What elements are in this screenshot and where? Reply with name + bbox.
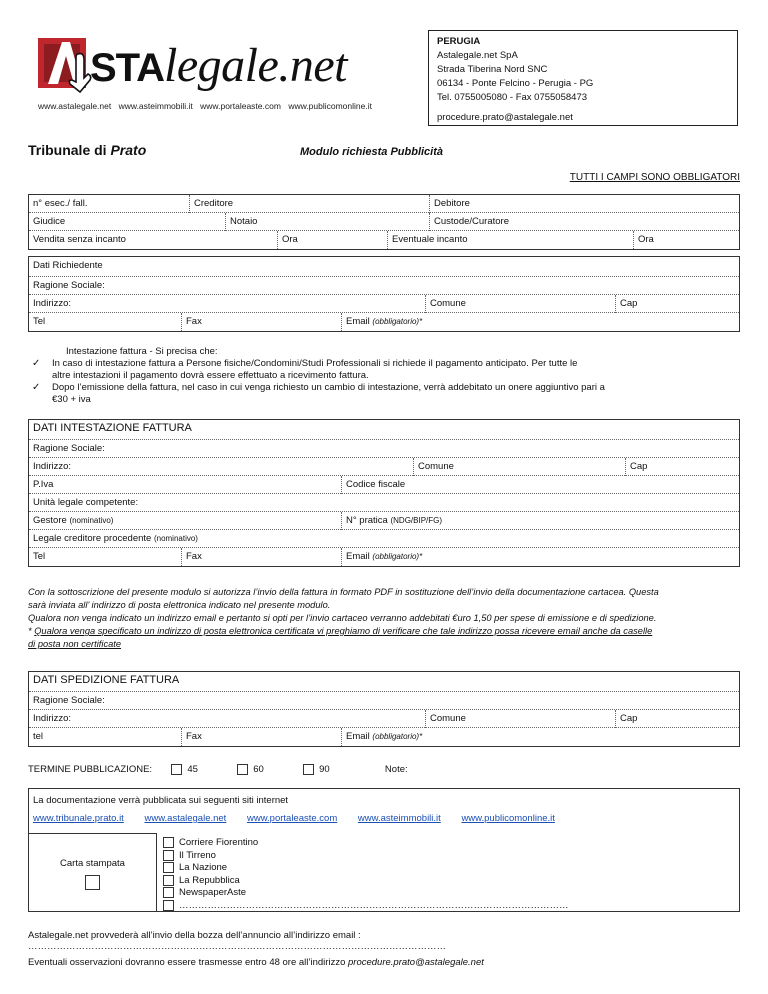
tel-field[interactable]: Tel	[33, 551, 46, 562]
ragione-sociale-field[interactable]: Ragione Sociale:	[33, 280, 105, 291]
newspaper-option[interactable]: NewspaperAste	[163, 887, 569, 900]
site-link[interactable]: www.astalegale.net	[38, 101, 112, 111]
info-email[interactable]: procedure.prato@astalegale.net	[437, 112, 573, 123]
fax-field[interactable]: Fax	[181, 548, 202, 566]
company-info-box	[428, 30, 738, 126]
eventuale-incanto-field[interactable]: Eventuale incanto	[387, 231, 468, 249]
siti-box	[28, 788, 740, 912]
notes-intro: Intestazione fattura - Si precisa che:	[66, 346, 218, 357]
site-link[interactable]: www.publicomonline.it	[461, 813, 555, 824]
newspaper-checkbox[interactable]	[163, 887, 174, 898]
logo-wordmark: STAlegale.net	[90, 39, 347, 92]
pdf-invoice-note: Con la sottoscrizione del presente modulo si autorizza l’invio della fattura in formato PDF in sostituzione dell’invio della documentazione cartacea. Questa sarà inviata all’ indirizzo di posta elettronica indicato nel presente modulo. Qualora non venga indicato un indirizzo email e pertanto si opti per l’invio cartaceo verranno addebitati €uro 1,50 per spese di emissione e di spedizione. * Qualora venga specificato un indirizzo di posta elettronica certificata vi preghiamo di verificare che tale indirizzo possa ricevere email anche da caselle di posta non certificate	[28, 587, 659, 649]
site-link[interactable]: www.tribunale.prato.it	[33, 813, 124, 824]
ragione-sociale-field[interactable]: Ragione Sociale:	[33, 443, 105, 454]
intestazione-notes	[28, 346, 740, 406]
newspaper-checkbox[interactable]	[163, 850, 174, 861]
site-link[interactable]: www.publicomonline.it	[288, 101, 372, 111]
fax-field[interactable]: Fax	[181, 313, 202, 331]
header-sites	[38, 101, 377, 111]
ora-field[interactable]: Ora	[277, 231, 298, 249]
newspaper-option[interactable]: Il Tirreno	[163, 850, 569, 863]
comune-field[interactable]: Comune	[425, 295, 466, 313]
indirizzo-field[interactable]: Indirizzo:	[33, 713, 72, 724]
section-title: DATI INTESTAZIONE FATTURA	[33, 422, 192, 434]
termine-60-checkbox[interactable]	[237, 764, 248, 775]
cap-field[interactable]: Cap	[625, 458, 647, 476]
gestore-field[interactable]: Gestore (nominativo)	[33, 515, 114, 526]
legale-creditore-field[interactable]: Legale creditore procedente (nominativo)	[33, 533, 198, 544]
info-line: Astalegale.net SpA	[437, 50, 518, 61]
esec-field[interactable]: n° esec./ fall.	[33, 198, 88, 209]
newspaper-option[interactable]: La Repubblica	[163, 875, 569, 888]
fax-field[interactable]: Fax	[181, 728, 202, 746]
comune-field[interactable]: Comune	[425, 710, 466, 728]
cap-field[interactable]: Cap	[615, 295, 637, 313]
termine-45-checkbox[interactable]	[171, 764, 182, 775]
form-title: Modulo richiesta Pubblicità	[300, 146, 444, 158]
site-link[interactable]: www.portaleaste.com	[200, 101, 281, 111]
unita-legale-field[interactable]: Unità legale competente:	[33, 497, 139, 508]
section-title: DATI SPEDIZIONE FATTURA	[33, 674, 180, 686]
creditore-field[interactable]: Creditore	[189, 195, 233, 213]
termine-90-checkbox[interactable]	[303, 764, 314, 775]
site-link[interactable]: www.portaleaste.com	[246, 813, 338, 824]
custode-field[interactable]: Custode/Curatore	[429, 213, 509, 231]
page-title: Tribunale di Prato	[28, 142, 147, 158]
richiedente-box	[28, 256, 740, 332]
siti-links	[33, 813, 573, 824]
newspaper-checkbox[interactable]	[163, 875, 174, 886]
tel-field[interactable]: tel	[33, 731, 44, 742]
mandatory-notice: TUTTI I CAMPI SONO OBBLIGATORI	[569, 172, 740, 183]
vendita-field[interactable]: Vendita senza incanto	[33, 234, 126, 245]
email-field[interactable]: Email (obbligatorio)*	[341, 548, 422, 566]
note-bullet: ✓ In caso di intestazione fattura a Persone fisiche/Condomini/Studi Professionali si richiede il pagamento anticipato. Per tutte le altre intestazioni il pagamento dovrà essere effettuato a ricevimento fattura.	[28, 358, 740, 382]
info-line: Strada Tiberina Nord SNC	[437, 64, 548, 75]
section-title: Dati Richiedente	[33, 260, 103, 271]
termine-60-label: 60	[253, 764, 264, 776]
carta-stampata-checkbox[interactable]	[85, 875, 100, 890]
piva-field[interactable]: P.Iva	[33, 479, 54, 490]
ragione-sociale-field[interactable]: Ragione Sociale:	[33, 695, 105, 706]
newspaper-checkbox[interactable]	[163, 862, 174, 873]
newspaper-checkbox[interactable]	[163, 837, 174, 848]
fattura-box	[28, 419, 740, 567]
codice-fiscale-field[interactable]: Codice fiscale	[341, 476, 405, 494]
indirizzo-field[interactable]: Indirizzo:	[33, 298, 72, 309]
bozza-email-line[interactable]: Astalegale.net provvederà all’invio della bozza dell’annuncio all’indirizzo email : ……………………………………………………………………………………………………………………	[28, 930, 446, 952]
termine-90-label: 90	[319, 764, 330, 776]
cap-field[interactable]: Cap	[615, 710, 637, 728]
site-link[interactable]: www.asteimmobili.it	[357, 813, 441, 824]
newspaper-checkbox[interactable]	[163, 900, 174, 911]
carta-label: Carta stampata	[60, 858, 125, 869]
giudice-field[interactable]: Giudice	[33, 216, 66, 227]
procedure-box	[28, 194, 740, 250]
newspaper-option-other[interactable]: ……………………………………………………………………………………………………………	[163, 900, 569, 913]
osservazioni-line: Eventuali osservazioni dovranno essere trasmesse entro 48 ore all’indirizzo procedure.prato@astalegale.net	[28, 957, 484, 968]
pratica-field[interactable]: N° pratica (NDG/BIP/FG)	[341, 512, 442, 530]
email-field[interactable]: Email (obbligatorio)*	[341, 728, 422, 746]
newspaper-list	[163, 837, 569, 912]
termine-pubblicazione	[28, 764, 408, 775]
info-line: Tel. 0755005080 - Fax 0755058473	[437, 92, 588, 103]
note-bullet: ✓ Dopo l’emissione della fattura, nel caso in cui venga richiesto un cambio di intestazione, verrà addebitato un onere aggiuntivo pari a €30 + iva	[28, 382, 740, 406]
site-link[interactable]: www.asteimmobili.it	[118, 101, 193, 111]
indirizzo-field[interactable]: Indirizzo:	[33, 461, 72, 472]
comune-field[interactable]: Comune	[413, 458, 454, 476]
siti-title: La documentazione verrà pubblicata sui seguenti siti internet	[33, 795, 289, 806]
carta-stampata	[29, 833, 157, 912]
site-link[interactable]: www.astalegale.net	[144, 813, 227, 824]
note-field[interactable]: Note:	[384, 764, 408, 776]
ora-incanto-field[interactable]: Ora	[633, 231, 654, 249]
termine-label: TERMINE PUBBLICAZIONE:	[28, 764, 153, 776]
spedizione-box	[28, 671, 740, 747]
info-city: PERUGIA	[437, 36, 481, 47]
newspaper-option[interactable]: Corriere Fiorentino	[163, 837, 569, 850]
termine-45-label: 45	[187, 764, 198, 776]
osservazioni-email[interactable]: procedure.prato@astalegale.net	[348, 957, 484, 968]
notaio-field[interactable]: Notaio	[225, 213, 257, 231]
info-line: 06134 - Ponte Felcino - Perugia - PG	[437, 78, 594, 89]
debitore-field[interactable]: Debitore	[429, 195, 470, 213]
email-field[interactable]: Email (obbligatorio)*	[341, 313, 422, 331]
newspaper-option[interactable]: La Nazione	[163, 862, 569, 875]
tel-field[interactable]: Tel	[33, 316, 46, 327]
